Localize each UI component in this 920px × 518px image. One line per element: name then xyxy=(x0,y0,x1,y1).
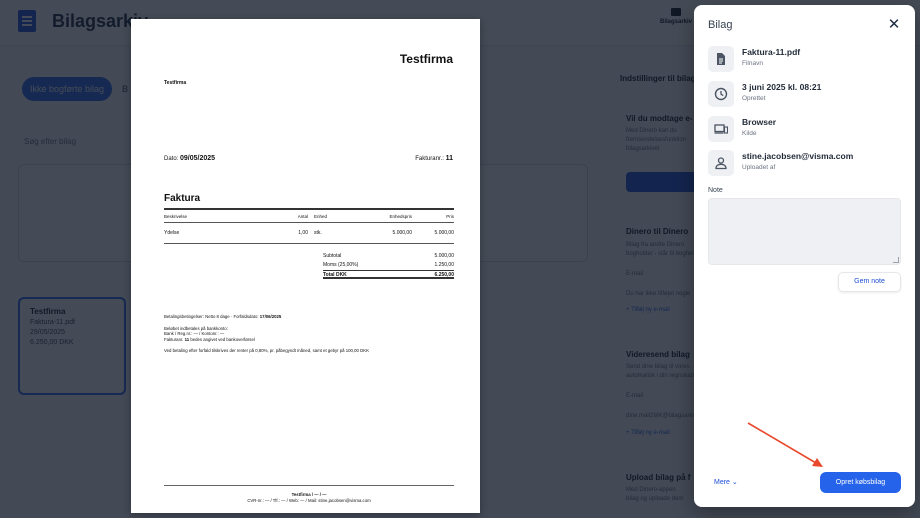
column-header: Antal xyxy=(297,214,308,219)
table-cell: 1,00 xyxy=(298,230,308,236)
meta-label: Oprettet xyxy=(742,95,766,102)
invoice-date-label: Dato: xyxy=(164,156,179,162)
invoice-totals xyxy=(323,252,454,279)
meta-label: Filnavn xyxy=(742,60,763,67)
invoice-number-label: Fakturanr.: xyxy=(415,156,444,162)
payment-info-text: Fakturanr. xyxy=(164,336,184,342)
note-field[interactable] xyxy=(708,198,901,265)
meta-value: Faktura-11.pdf xyxy=(742,47,801,57)
create-purchase-voucher-button[interactable]: Opret købsbilag xyxy=(820,472,901,493)
totals-label: Moms (25,00%) xyxy=(323,262,359,268)
totals-value: 1.250,00 xyxy=(434,262,454,268)
voucher-panel xyxy=(694,5,915,507)
meta-label: Kilde xyxy=(742,130,757,137)
meta-label: Uploadet af xyxy=(742,164,776,171)
invoice-footer xyxy=(164,492,454,503)
totals-value: 5.000,00 xyxy=(434,253,454,259)
terms-due-date: 17/06/2025 xyxy=(259,314,282,319)
resize-handle-icon[interactable] xyxy=(893,257,899,263)
meta-value: 3 juni 2025 kl. 08:21 xyxy=(742,82,822,92)
column-header: Beskrivelse xyxy=(164,214,188,219)
close-icon[interactable]: ✕ xyxy=(887,16,901,33)
terms-text: Betalingsbetingelser: Netto 8 dage · Forfaldsdato: xyxy=(164,314,259,319)
grand-total-row xyxy=(323,270,454,279)
save-note-button[interactable]: Gem note xyxy=(838,272,901,292)
column-header: Enhed xyxy=(314,214,328,219)
invoice-lines-table xyxy=(164,212,454,236)
table-header-row xyxy=(164,212,454,221)
divider xyxy=(164,222,454,223)
divider xyxy=(164,208,454,210)
note-label: Note xyxy=(708,187,723,194)
column-header: Pris xyxy=(446,214,454,219)
meta-source xyxy=(708,116,908,144)
payment-info-line: Bank / Reg.nr.: — / Kontonr.: — xyxy=(164,331,225,336)
clock-icon xyxy=(708,81,734,107)
invoice-date xyxy=(164,155,215,162)
payment-info-invoice-no: 11 xyxy=(184,336,190,342)
table-cell: 5.000,00 xyxy=(392,230,412,236)
invoice-number xyxy=(415,155,453,162)
column-header: Enhedspris xyxy=(389,214,412,219)
meta-created xyxy=(708,81,908,109)
divider xyxy=(164,243,454,244)
totals-row xyxy=(323,252,454,261)
divider xyxy=(164,485,454,486)
footer-line: CVR-nr.: — / Tlf.: — / Web: — / Mail: stine.jacobsen@visma.com xyxy=(247,497,371,503)
grand-total-value: 6.250,00 xyxy=(434,272,454,278)
table-cell: Ydelse xyxy=(164,230,180,236)
payment-terms xyxy=(164,314,454,354)
payment-info-line: Beløbet indbetales på bankkonto: xyxy=(164,325,228,331)
more-menu-button[interactable]: Mere ⌄ xyxy=(714,479,738,486)
invoice-heading: Faktura xyxy=(164,193,201,204)
panel-title: Bilag xyxy=(708,19,733,31)
invoice-company-small: Testfirma xyxy=(164,80,187,86)
meta-filename xyxy=(708,46,908,74)
invoice-date-value: 09/05/2025 xyxy=(180,155,216,162)
invoice-company-name: Testfirma xyxy=(399,52,453,66)
devices-icon xyxy=(708,116,734,142)
table-row xyxy=(164,221,454,236)
meta-uploaded-by xyxy=(708,150,908,178)
table-cell: 5.000,00 xyxy=(434,230,454,236)
file-icon xyxy=(708,46,734,72)
user-icon xyxy=(708,150,734,176)
meta-value: Browser xyxy=(742,117,777,127)
payment-info-text: bedes angivet ved bankoverførsel xyxy=(190,336,255,342)
meta-value: stine.jacobsen@visma.com xyxy=(742,151,854,161)
invoice-number-value: 11 xyxy=(445,155,453,162)
footer-line: Testfirma / — / — xyxy=(291,492,327,497)
interest-note: Ved betaling efter forfald tilskrives der renter på 0,80%, pr. påbegyndt måned, samt et gebyr på 100,00 DKK xyxy=(164,348,369,353)
document-preview xyxy=(131,19,480,513)
totals-label: Subtotal xyxy=(323,253,342,259)
grand-total-label: Total DKK xyxy=(323,272,347,278)
totals-row xyxy=(323,261,454,270)
table-cell: stk. xyxy=(314,230,322,236)
